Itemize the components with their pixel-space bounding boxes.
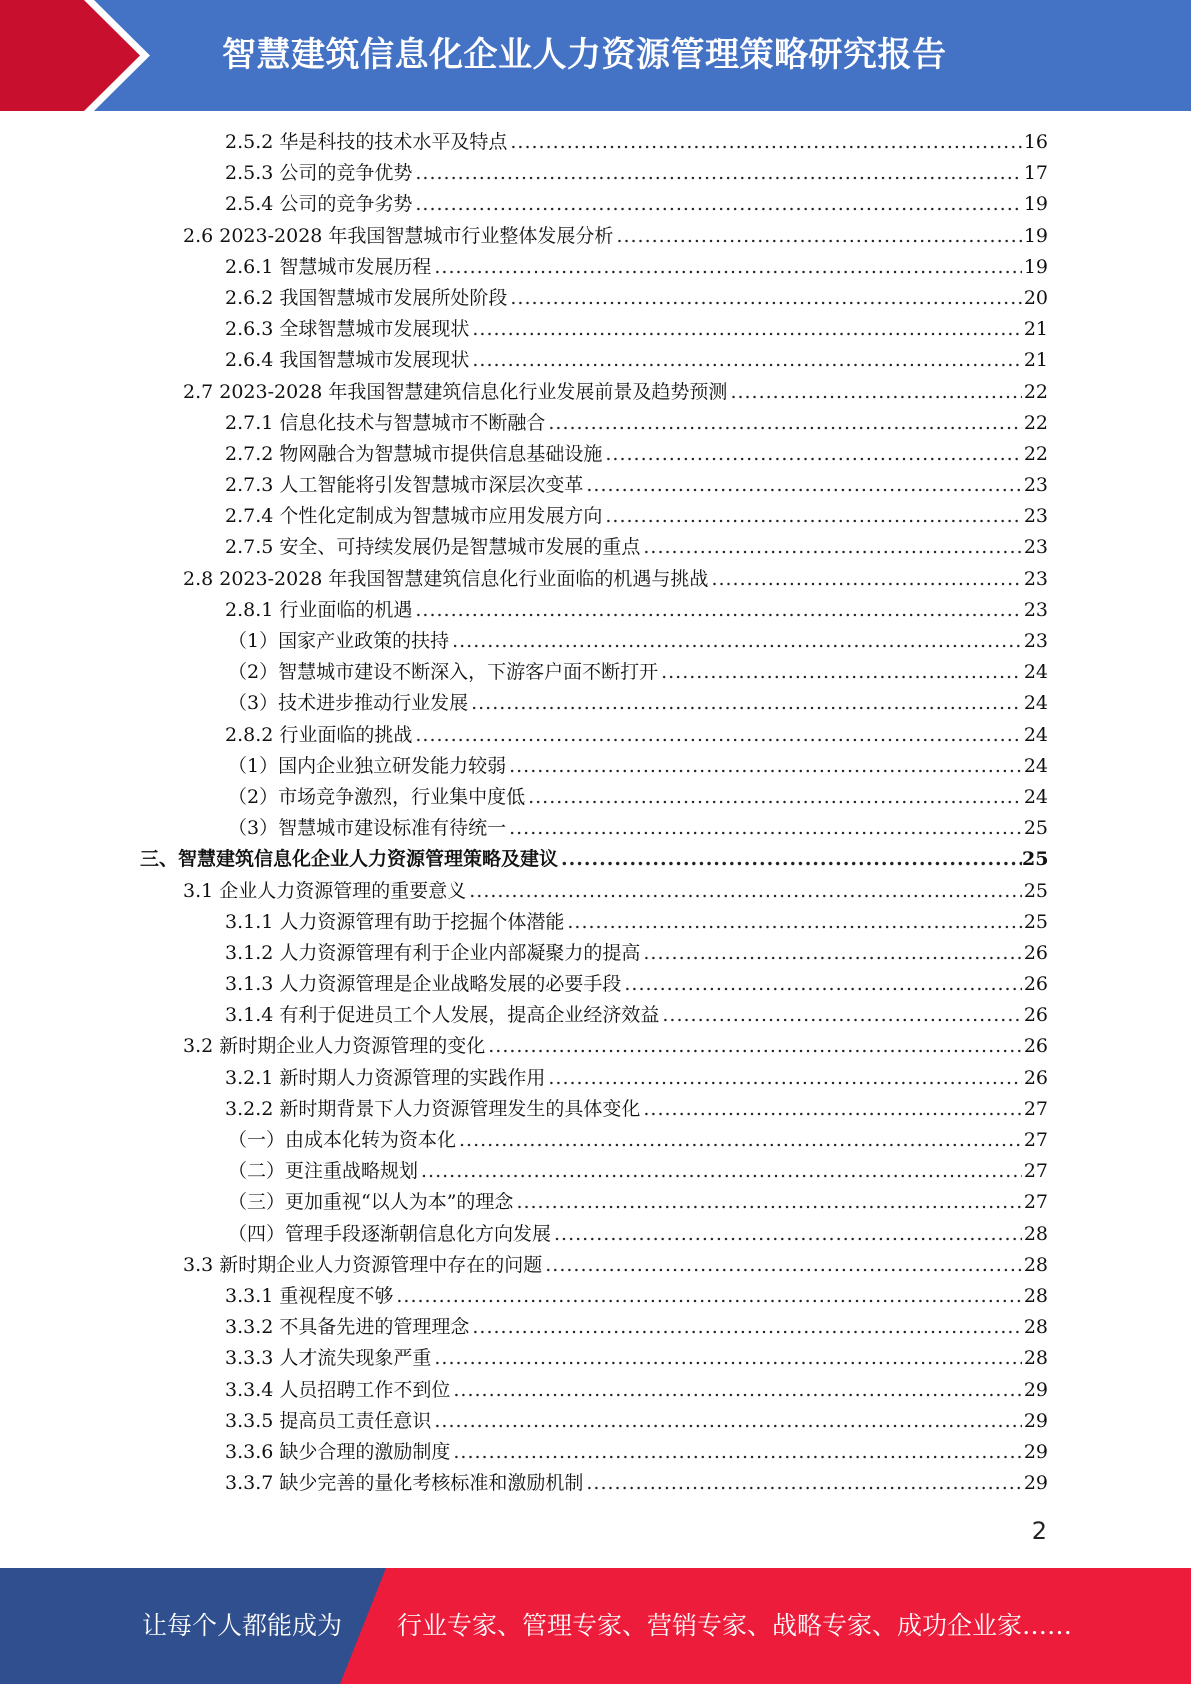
- toc-entry-label: 3.1.2 人力资源管理有利于企业内部凝聚力的提高: [225, 941, 641, 964]
- toc-entry[interactable]: [183, 221, 1191, 252]
- toc-dot-leader: [415, 720, 1022, 751]
- toc-dot-leader: [605, 501, 1022, 532]
- toc-entry-page: 26: [1023, 973, 1048, 996]
- toc-entry[interactable]: [225, 595, 1191, 626]
- toc-dot-leader: [452, 626, 1022, 657]
- toc-entry[interactable]: [228, 1219, 1191, 1250]
- toc-entry-label: 2.6 2023-2028 年我国智慧城市行业整体发展分析: [183, 224, 614, 247]
- toc-entry[interactable]: [225, 938, 1191, 969]
- toc-entry[interactable]: [225, 127, 1191, 158]
- toc-entry-page: 24: [1023, 692, 1048, 715]
- footer-banner: [0, 1568, 1191, 1684]
- toc-dot-leader: [528, 782, 1022, 813]
- toc-entry-label: 2.7.5 安全、可持续发展仍是智慧城市发展的重点: [225, 536, 641, 559]
- toc-dot-leader: [616, 221, 1022, 252]
- toc-entry[interactable]: [140, 844, 1191, 875]
- toc-entry-page: 26: [1023, 1004, 1048, 1027]
- toc-entry-page: 23: [1023, 505, 1048, 528]
- toc-entry-label: 三、智慧建筑信息化企业人力资源管理策略及建议: [140, 848, 559, 871]
- toc-entry-label: 3.3.1 重视程度不够: [225, 1284, 394, 1307]
- toc-dot-leader: [662, 1000, 1022, 1031]
- toc-entry-label: （1）国家产业政策的扶持: [228, 630, 450, 652]
- toc-entry[interactable]: [228, 626, 1191, 657]
- toc-entry-page: 27: [1023, 1160, 1048, 1183]
- toc-dot-leader: [453, 1375, 1022, 1406]
- toc-entry-page: 29: [1023, 1378, 1048, 1401]
- toc-entry-page: 28: [1023, 1316, 1048, 1339]
- toc-entry-page: 29: [1023, 1440, 1048, 1463]
- toc-entry-page: 19: [1023, 193, 1048, 216]
- toc-entry-label: （2）智慧城市建设不断深入，下游客户面不断打开: [228, 661, 659, 684]
- toc-entry-label: 3.3.4 人员招聘工作不到位: [225, 1378, 451, 1401]
- toc-dot-leader: [567, 907, 1022, 938]
- toc-entry-page: 21: [1023, 349, 1048, 372]
- toc-entry[interactable]: [183, 564, 1191, 595]
- toc-entry-label: 3.3 新时期企业人力资源管理中存在的问题: [183, 1253, 543, 1276]
- toc-entry[interactable]: [225, 1000, 1191, 1031]
- toc-entry-page: 27: [1023, 1097, 1048, 1120]
- toc-entry[interactable]: [225, 439, 1191, 470]
- toc-entry-page: 25: [1023, 879, 1048, 902]
- toc-entry-label: 2.7.2 物网融合为智慧城市提供信息基础设施: [225, 442, 603, 465]
- report-title: 智慧建筑信息化企业人力资源管理策略研究报告: [222, 35, 947, 75]
- toc-entry-page: 23: [1023, 474, 1048, 497]
- toc-entry-page: 29: [1023, 1472, 1048, 1495]
- toc-dot-leader: [453, 1437, 1022, 1468]
- toc-entry-page: 21: [1023, 318, 1048, 341]
- toc-entry-page: 28: [1023, 1222, 1048, 1245]
- toc-entry-page: 23: [1023, 567, 1048, 590]
- toc-entry[interactable]: [225, 314, 1191, 345]
- toc-entry[interactable]: [225, 345, 1191, 376]
- toc-entry[interactable]: [228, 1125, 1191, 1156]
- toc-dot-leader: [561, 844, 1022, 875]
- toc-entry-label: 3.1.4 有利于促进员工个人发展，提高企业经济效益: [225, 1004, 660, 1027]
- toc-dot-leader: [730, 377, 1022, 408]
- toc-entry-page: 17: [1023, 162, 1048, 185]
- toc-entry-page: 26: [1023, 941, 1048, 964]
- toc-entry[interactable]: [225, 1281, 1191, 1312]
- toc-entry-page: 22: [1023, 442, 1048, 465]
- toc-entry-label: （1）国内企业独立研发能力较弱: [228, 754, 507, 777]
- toc-entry[interactable]: [225, 1063, 1191, 1094]
- toc-entry-page: 25: [1022, 848, 1049, 871]
- toc-dot-leader: [643, 938, 1022, 969]
- toc-entry-label: 2.6.2 我国智慧城市发展所处阶段: [225, 286, 508, 309]
- toc-entry-label: 2.7.4 个性化定制成为智慧城市应用发展方向: [225, 505, 603, 528]
- toc-dot-leader: [605, 439, 1022, 470]
- toc-entry[interactable]: [183, 876, 1191, 907]
- toc-entry-label: 3.3.2 不具备先进的管理理念: [225, 1316, 470, 1339]
- toc-entry[interactable]: [183, 1031, 1191, 1062]
- toc-entry[interactable]: [225, 1343, 1191, 1374]
- page-number: 2: [1031, 1517, 1047, 1545]
- toc-dot-leader: [488, 1031, 1022, 1062]
- toc-dot-leader: [510, 127, 1022, 158]
- toc-entry-label: 3.3.3 人才流失现象严重: [225, 1347, 432, 1370]
- toc-dot-leader: [509, 751, 1022, 782]
- toc-dot-leader: [415, 189, 1022, 220]
- toc-entry-label: 3.2.1 新时期人力资源管理的实践作用: [225, 1066, 546, 1089]
- toc-entry-label: （3）智慧城市建设标准有待统一: [228, 817, 507, 840]
- toc-dot-leader: [554, 1219, 1022, 1250]
- toc-entry-page: 28: [1023, 1253, 1048, 1276]
- toc-dot-leader: [661, 657, 1022, 688]
- toc-dot-leader: [421, 1156, 1022, 1187]
- toc-dot-leader: [434, 1406, 1022, 1437]
- toc-entry-page: 25: [1023, 910, 1048, 933]
- toc-entry-page: 29: [1023, 1409, 1048, 1432]
- toc-entry-label: 3.2.2 新时期背景下人力资源管理发生的具体变化: [225, 1097, 641, 1120]
- toc-entry[interactable]: [225, 720, 1191, 751]
- toc-entry-page: 27: [1023, 1129, 1048, 1151]
- toc-entry[interactable]: [228, 782, 1191, 813]
- toc-dot-leader: [586, 470, 1022, 501]
- footer-slogan-right: 行业专家、管理专家、营销专家、战略专家、成功企业家……: [397, 1611, 1073, 1640]
- toc-entry-page: 27: [1023, 1191, 1048, 1214]
- toc-entry-label: 3.1.3 人力资源管理是企业战略发展的必要手段: [225, 973, 622, 996]
- toc-dot-leader: [643, 1094, 1022, 1125]
- table-of-contents: [0, 127, 1191, 1499]
- toc-entry[interactable]: [225, 470, 1191, 501]
- toc-entry-label: （一）由成本化转为资本化: [228, 1129, 457, 1151]
- toc-entry[interactable]: [183, 1250, 1191, 1281]
- toc-entry[interactable]: [225, 1437, 1191, 1468]
- toc-entry-page: 25: [1023, 817, 1048, 840]
- toc-dot-leader: [548, 408, 1022, 439]
- toc-entry[interactable]: [228, 1156, 1191, 1187]
- toc-dot-leader: [516, 1187, 1022, 1218]
- toc-dot-leader: [510, 283, 1022, 314]
- toc-entry-label: （三）更加重视“以人为本”的理念: [228, 1191, 514, 1214]
- toc-dot-leader: [434, 1343, 1022, 1374]
- toc-entry-label: 2.7 2023-2028 年我国智慧建筑信息化行业发展前景及趋势预测: [183, 380, 728, 403]
- toc-entry-page: 19: [1023, 224, 1048, 247]
- toc-dot-leader: [472, 1312, 1022, 1343]
- toc-entry-page: 16: [1023, 131, 1048, 153]
- toc-entry-label: 2.5.2 华是科技的技术水平及特点: [225, 131, 508, 153]
- toc-entry[interactable]: [183, 377, 1191, 408]
- toc-entry-label: （四）管理手段逐渐朝信息化方向发展: [228, 1222, 552, 1245]
- toc-entry-label: （3）技术进步推动行业发展: [228, 692, 469, 715]
- toc-dot-leader: [396, 1281, 1022, 1312]
- toc-entry-label: 2.8 2023-2028 年我国智慧建筑信息化行业面临的机遇与挑战: [183, 567, 709, 590]
- toc-dot-leader: [469, 876, 1022, 907]
- toc-dot-leader: [472, 314, 1022, 345]
- toc-entry-label: 2.6.3 全球智慧城市发展现状: [225, 318, 470, 341]
- toc-entry-label: 2.8.1 行业面临的机遇: [225, 598, 413, 621]
- toc-entry-label: 3.1 企业人力资源管理的重要意义: [183, 879, 467, 902]
- toc-entry[interactable]: [225, 501, 1191, 532]
- toc-entry-label: 2.5.3 公司的竞争优势: [225, 162, 413, 185]
- toc-entry[interactable]: [228, 688, 1191, 719]
- toc-dot-leader: [586, 1468, 1022, 1499]
- toc-entry[interactable]: [228, 813, 1191, 844]
- arrow-decoration: [0, 0, 140, 111]
- toc-dot-leader: [415, 158, 1022, 189]
- toc-entry-label: 2.7.1 信息化技术与智慧城市不断融合: [225, 411, 546, 434]
- toc-entry[interactable]: [228, 1187, 1191, 1218]
- toc-dot-leader: [434, 252, 1022, 283]
- toc-entry-label: 3.3.7 缺少完善的量化考核标准和激励机制: [225, 1472, 584, 1495]
- toc-entry-label: （二）更注重战略规划: [228, 1160, 419, 1183]
- toc-entry-page: 26: [1023, 1066, 1048, 1089]
- toc-entry-page: 28: [1023, 1284, 1048, 1307]
- toc-entry-label: （2）市场竞争激烈，行业集中度低: [228, 785, 526, 808]
- toc-entry-page: 19: [1023, 255, 1048, 278]
- toc-entry-page: 23: [1023, 630, 1048, 652]
- toc-entry[interactable]: [225, 1375, 1191, 1406]
- toc-entry-label: 2.5.4 公司的竞争劣势: [225, 193, 413, 216]
- toc-dot-leader: [472, 345, 1022, 376]
- toc-entry-page: 23: [1023, 598, 1048, 621]
- toc-entry[interactable]: [225, 1094, 1191, 1125]
- toc-entry[interactable]: [225, 189, 1191, 220]
- toc-entry[interactable]: [225, 907, 1191, 938]
- toc-entry[interactable]: [228, 751, 1191, 782]
- toc-entry-page: 20: [1023, 286, 1048, 309]
- toc-dot-leader: [548, 1063, 1022, 1094]
- toc-entry-page: 28: [1023, 1347, 1048, 1370]
- toc-entry-page: 24: [1023, 661, 1048, 684]
- toc-entry-page: 23: [1023, 536, 1048, 559]
- toc-dot-leader: [545, 1250, 1022, 1281]
- toc-entry-label: 3.3.6 缺少合理的激励制度: [225, 1440, 451, 1463]
- toc-entry[interactable]: [225, 283, 1191, 314]
- toc-entry[interactable]: [225, 532, 1191, 563]
- toc-entry[interactable]: [225, 1312, 1191, 1343]
- toc-entry[interactable]: [225, 252, 1191, 283]
- toc-dot-leader: [711, 564, 1022, 595]
- toc-dot-leader: [471, 688, 1022, 719]
- toc-entry[interactable]: [225, 969, 1191, 1000]
- toc-dot-leader: [509, 813, 1022, 844]
- toc-entry[interactable]: [225, 1468, 1191, 1499]
- toc-entry-page: 22: [1023, 380, 1048, 403]
- toc-entry-label: 2.6.1 智慧城市发展历程: [225, 255, 432, 278]
- toc-entry-label: 3.3.5 提高员工责任意识: [225, 1409, 432, 1432]
- toc-entry[interactable]: [225, 158, 1191, 189]
- toc-entry-page: 24: [1023, 785, 1048, 808]
- toc-entry[interactable]: [225, 1406, 1191, 1437]
- toc-dot-leader: [624, 969, 1022, 1000]
- footer-slogan-left: 让每个人都能成为: [142, 1611, 343, 1640]
- toc-dot-leader: [643, 532, 1022, 563]
- toc-dot-leader: [415, 595, 1022, 626]
- toc-entry-page: 26: [1023, 1035, 1048, 1058]
- toc-entry-label: 3.2 新时期企业人力资源管理的变化: [183, 1035, 486, 1058]
- toc-entry-label: 2.8.2 行业面临的挑战: [225, 723, 413, 746]
- toc-entry-page: 24: [1023, 723, 1048, 746]
- toc-entry-page: 24: [1023, 754, 1048, 777]
- toc-entry-label: 3.1.1 人力资源管理有助于挖掘个体潜能: [225, 910, 565, 933]
- toc-entry-label: 2.7.3 人工智能将引发智慧城市深层次变革: [225, 474, 584, 497]
- toc-dot-leader: [459, 1125, 1022, 1156]
- toc-entry-label: 2.6.4 我国智慧城市发展现状: [225, 349, 470, 372]
- toc-entry[interactable]: [225, 408, 1191, 439]
- toc-entry-page: 22: [1023, 411, 1048, 434]
- header-banner: [0, 0, 1191, 111]
- toc-entry[interactable]: [228, 657, 1191, 688]
